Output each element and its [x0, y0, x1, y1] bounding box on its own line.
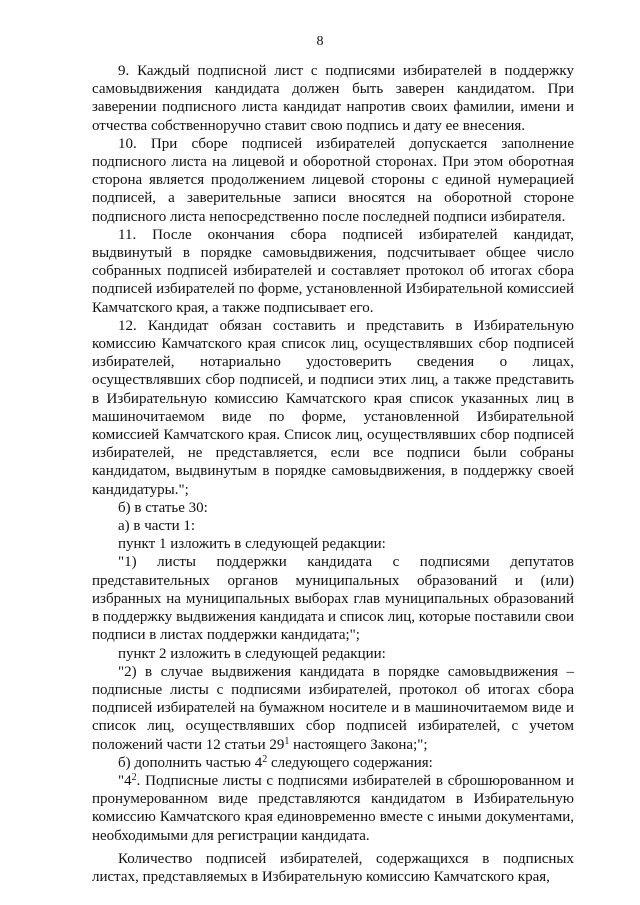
- item-2-superscript: 1: [284, 735, 290, 747]
- subitem-a-part-1: а) в части 1:: [118, 518, 196, 535]
- document-body: [92, 62, 574, 886]
- subitem-b-article-30: б) в статье 30:: [118, 499, 208, 516]
- paragraph-10: 10. При сборе подписей избирателей допускается заполнение подписного листа на лицевой и оборотной сторонах. При этом оборотная сторона является продолжением лицевой стороны с единой нумерацией подписей, а заверительные записи вносятся на оборотной стороне подписного листа непосредственно после последней подписи избирателя.: [92, 135, 574, 225]
- paragraph-11: 11. После окончания сбора подписей избирателей кандидат, выдвинутый в порядке самовыдвижения, подсчитывает общее число собранных подписей избирателей и составляет протокол об итогах сбора подписей избирателей по форме, установленной Избирательной комиссией Камчатского края, а также подписывает его.: [92, 226, 574, 316]
- subitem-b-add-a: б) дополнить частью 4: [118, 754, 263, 771]
- subitem-b-add-b: следующего содержания:: [267, 754, 433, 771]
- item-2-text: [92, 663, 574, 754]
- subitem-b-superscript: 2: [262, 753, 268, 765]
- part-4-2-superscript: 2: [131, 771, 137, 783]
- last-paragraph: Количество подписей избирателей, содержащихся в подписных листах, представляемых в Избирательную комиссию Камчатского края,: [92, 850, 574, 885]
- item-2-text-a: "2) в случае выдвижения кандидата в порядке самовыдвижения – подписные листы с подписями избирателей, протокол об итогах сбора подписей избирателей на бумажном носителе и в машиночитаемом виде и список лиц, осуществлявших сбор подписей избирателей, с учетом положений части 12 статьи 29: [92, 663, 574, 753]
- item-1-text: "1) листы поддержки кандидата с подписями депутатов представительных органов муниципальных образований и (или) избранных на муниципальных выборах глав муниципальных образований в поддержку выдвижения кандидата и список лиц, которые поставили свои подписи в листах поддержки кандидата;";: [92, 554, 574, 644]
- page-number: 8: [316, 34, 324, 49]
- item-2-text-b: настоящего Закона;";: [289, 736, 428, 753]
- part-4-2-text: [92, 772, 574, 845]
- part-4-2-b: . Подписные листы с подписями избирателей в сброшюрованном и пронумерованном виде представляются кандидатом в Избирательную комиссию Камчатского края единовременно вместе с иными документами, необходимыми для регистрации кандидата.: [92, 772, 574, 844]
- part-4-2-a: "4: [118, 772, 132, 789]
- paragraph-9: 9. Каждый подписной лист с подписями избирателей в поддержку самовыдвижения кандидата должен быть заверен кандидатом. При заверении подписного листа кандидат напротив своих фамилии, имени и отчества собственноручно ставит свою подпись и дату ее внесения.: [92, 63, 574, 134]
- item-1-intro: пункт 1 изложить в следующей редакции:: [118, 536, 386, 553]
- paragraph-12: 12. Кандидат обязан составить и представить в Избирательную комиссию Камчатского края список лиц, осуществлявших сбор подписей избирателей, нотариально удостоверить сведения о лицах, осуществлявших сбор подписей, и подписи этих лиц, а также представить в Избирательную комиссию Камчатского края список указанных лиц в машиночитаемом виде по форме, установленной Избирательной комиссией Камчатского края. Список лиц, осуществлявших сбор подписей избирателей, не представляется, если все подписи были собраны кандидатом, выдвинутым в порядке самовыдвижения, в поддержку своей кандидатуры.";: [92, 317, 574, 498]
- subitem-b-add-part: [92, 754, 574, 772]
- item-2-intro: пункт 2 изложить в следующей редакции:: [118, 645, 386, 662]
